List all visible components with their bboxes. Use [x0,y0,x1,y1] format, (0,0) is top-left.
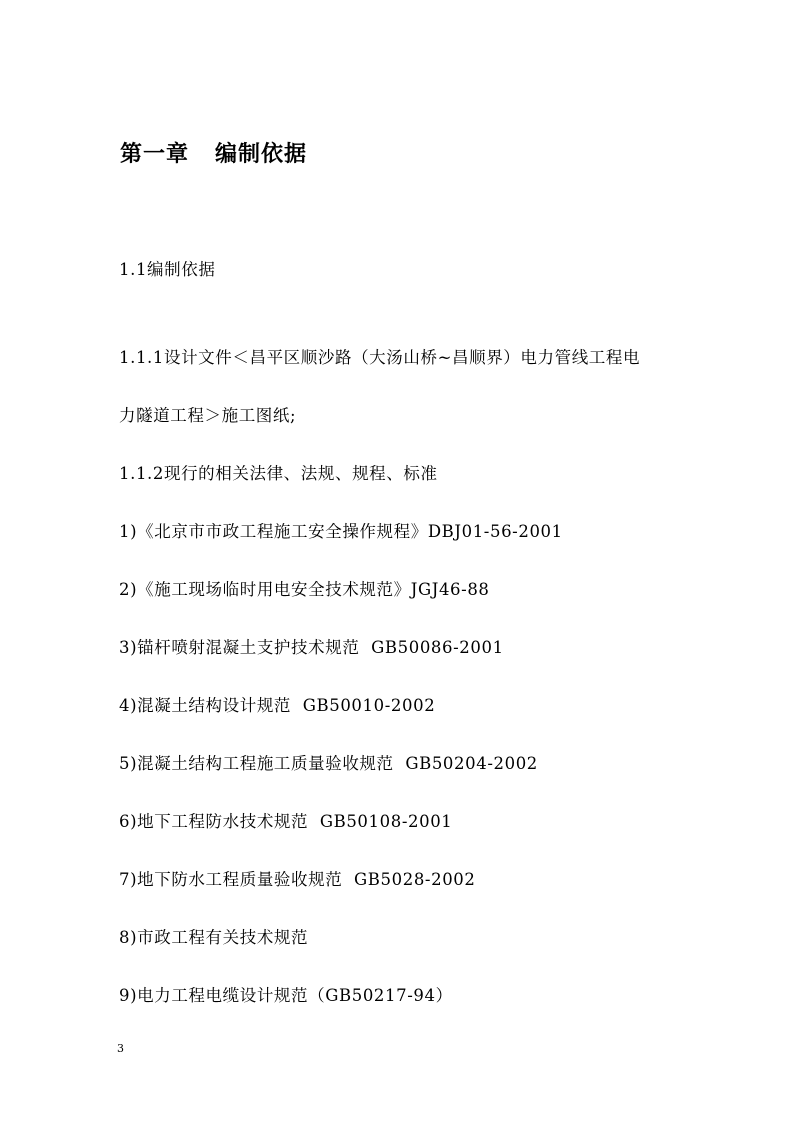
standard-item-2: 2)《施工现场临时用电安全技术规范》JGJ46-88 [119,580,490,599]
section-heading: 1.1编制依据 [119,260,216,279]
standard-item-1: 1)《北京市市政工程施工安全操作规程》DBJ01-56-2001 [119,522,563,541]
item-1-1-1-line2: 力隧道工程＞施工图纸; [119,406,297,425]
standard-item-5: 5)混凝土结构工程施工质量验收规范 GB50204-2002 [119,754,538,773]
standard-item-3: 3)锚杆喷射混凝土支护技术规范 GB50086-2001 [119,638,504,657]
standard-item-9: 9)电力工程电缆设计规范（GB50217-94） [119,986,453,1005]
item-1-1-2: 1.1.2现行的相关法律、法规、规程、标准 [119,464,438,483]
chapter-title: 第一章 编制依据 [120,141,307,167]
item-1-1-1-line1: 1.1.1设计文件＜昌平区顺沙路（大汤山桥~昌顺界）电力管线工程电 [119,348,641,367]
standard-item-4: 4)混凝土结构设计规范 GB50010-2002 [119,696,436,715]
standard-item-7: 7)地下防水工程质量验收规范 GB5028-2002 [119,870,476,889]
standard-item-8: 8)市政工程有关技术规范 [119,928,309,947]
page-number: 3 [117,1042,124,1055]
standard-item-6: 6)地下工程防水技术规范 GB50108-2001 [119,812,453,831]
